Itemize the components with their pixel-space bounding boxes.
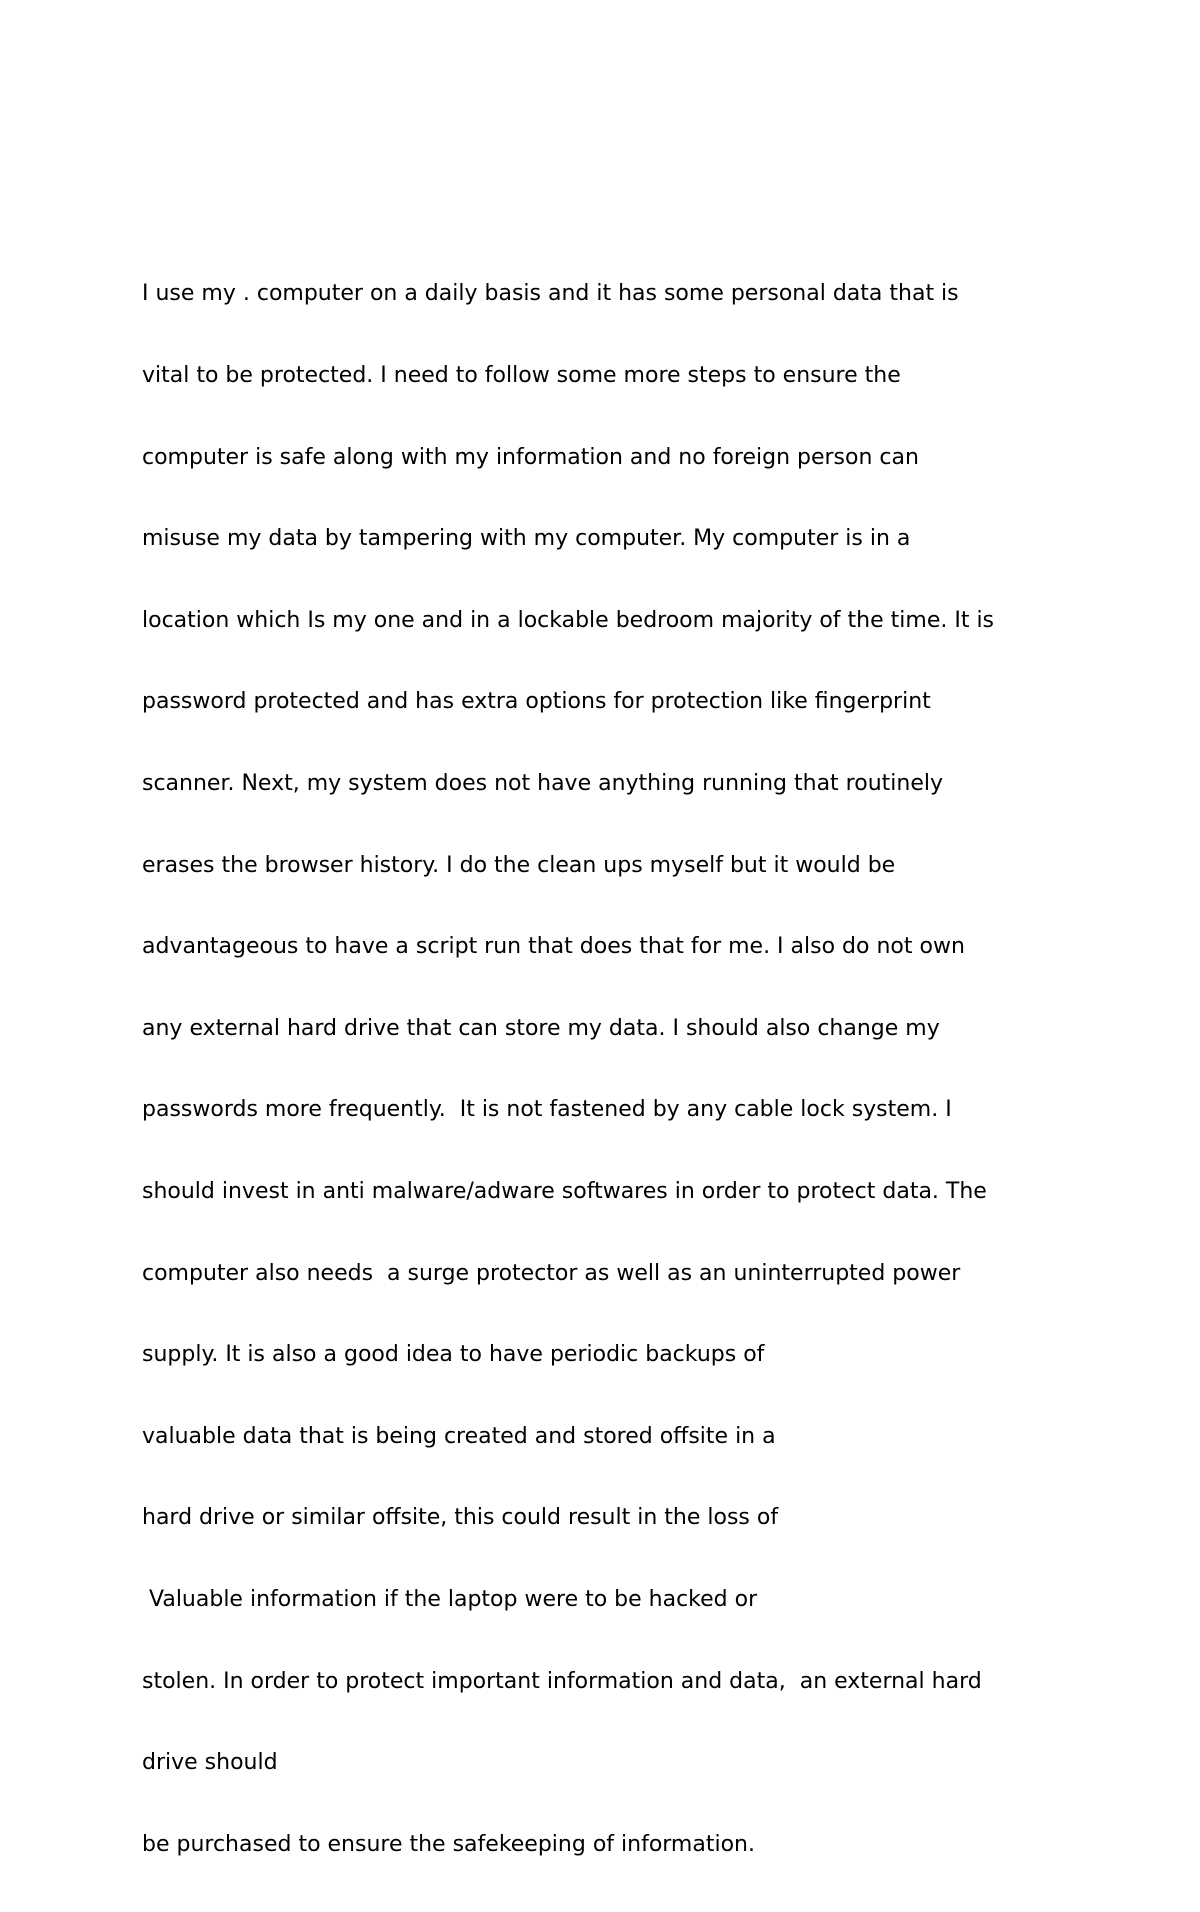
text-line: vital to be protected. I need to follow some more steps to ensure the: [142, 363, 901, 388]
text-line: computer also needs a surge protector as well as an uninterrupted power: [142, 1260, 961, 1286]
text-line: erases the browser history. I do the clean ups myself but it would be: [142, 852, 896, 878]
document-body-text: [142, 226, 1102, 1912]
text-line: stolen. In order to protect important information and data, an external hard: [142, 1668, 982, 1694]
text-line: location which Is my one and in a lockable bedroom majority of the time. It is: [142, 607, 995, 633]
text-line: misuse my data by tampering with my computer. My computer is in a: [142, 526, 911, 552]
text-line: be purchased to ensure the safekeeping of information.: [142, 1831, 755, 1857]
text-line: advantageous to have a script run that does that for me. I also do not own: [142, 934, 965, 960]
text-line: valuable data that is being created and stored offsite in a: [142, 1423, 776, 1449]
text-line: Valuable information if the laptop were to be hacked or: [142, 1586, 758, 1612]
text-line: should invest in anti malware/adware softwares in order to protect data. The: [142, 1178, 987, 1204]
text-line: passwords more frequently. It is not fastened by any cable lock system. I: [142, 1097, 952, 1123]
text-line: password protected and has extra options for protection like fingerprint: [142, 689, 931, 715]
text-line: any external hard drive that can store my data. I should also change my: [142, 1015, 940, 1041]
text-line: scanner. Next, my system does not have anything running that routinely: [142, 770, 943, 796]
text-line: computer is safe along with my information and no foreign person can: [142, 444, 919, 470]
text-line: supply. It is also a good idea to have periodic backups of: [142, 1342, 765, 1368]
text-line: I use my . computer on a daily basis and it has some personal data that is: [142, 281, 959, 307]
text-line: drive should: [142, 1750, 278, 1776]
text-line: hard drive or similar offsite, this could result in the loss of: [142, 1505, 779, 1531]
